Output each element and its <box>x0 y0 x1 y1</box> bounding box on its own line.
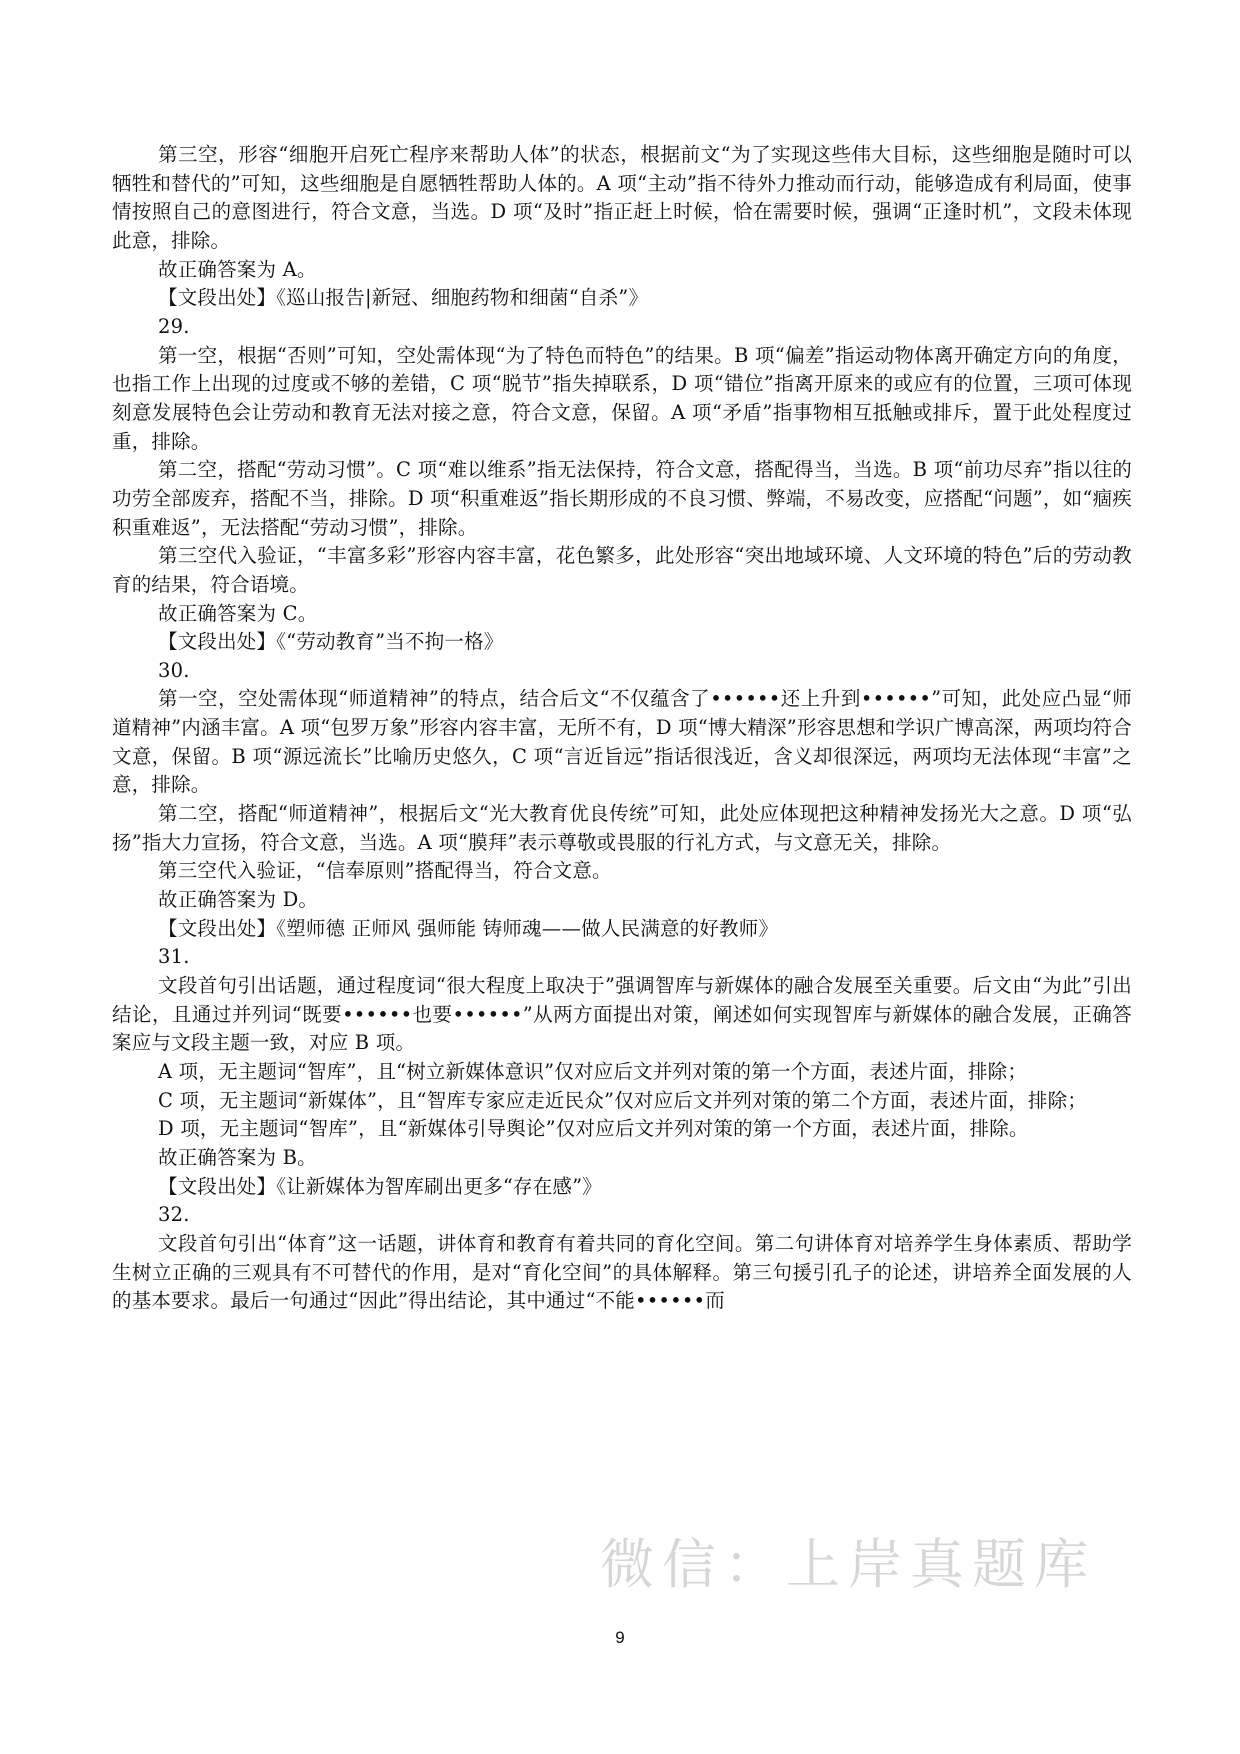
answer-q31: 故正确答案为 B。 <box>158 1145 317 1169</box>
paragraph-q31-option-d: D 项，无主题词“智库”，且“新媒体引导舆论”仅对应后文并列对策的第一个方面，表述片面，排除。 <box>158 1117 1029 1141</box>
paragraph-q31-analysis: 文段首句引出话题，通过程度词“很大程度上取决于”强调智库与新媒体的融合发展至关重要。后文由“为此”引出结论，且通过并列词“既要••••••也要••••••”从两方面提出对策，阐述如何实现智库与新媒体的融合发展，正确答案应与文段主题一致，对应 B 项。 <box>112 974 1132 1055</box>
document-body <box>112 141 1132 1316</box>
watermark: 微信：上岸真题库 <box>600 1533 1096 1596</box>
source-q31: 【文段出处】《让新媒体为智库刷出更多“存在感”》 <box>158 1174 602 1198</box>
answer-q30: 故正确答案为 D。 <box>158 888 319 912</box>
paragraph-q31-option-a: A 项，无主题词“智库”，且“树立新媒体意识”仅对应后文并列对策的第一个方面，表述片面，排除； <box>158 1060 1028 1083</box>
paragraph-q29-blank2: 第二空，搭配“劳动习惯”。C 项“难以维系”指无法保持，符合文意，搭配得当，当选。B 项“前功尽弃”指以往的功劳全部废弃，搭配不当，排除。D 项“积重难返”指长期形成的不良习惯、弊端，不易改变，应搭配“问题”，如“痼疾积重难返”，无法搭配“劳动习惯”，排除。 <box>112 458 1132 539</box>
paragraph-q29-blank3: 第三空代入验证，“丰富多彩”形容内容丰富，花色繁多，此处形容“突出地域环境、人文环境的特色”后的劳动教育的结果，符合语境。 <box>112 544 1132 596</box>
paragraph-q29-blank1: 第一空，根据“否则”可知，空处需体现“为了特色而特色”的结果。B 项“偏差”指运动物体离开确定方向的角度，也指工作上出现的过度或不够的差错，C 项“脱节”指失掉联系，D 项“错位”指离开原来的或应有的位置，三项可体现刻意发展特色会让劳动和教育无法对接之意，符合文意，保留。A 项“矛盾”指事物相互抵触或排斥，置于此处程度过重，排除。 <box>112 343 1132 453</box>
source-q29: 【文段出处】《“劳动教育”当不拘一格》 <box>158 630 504 654</box>
source-q30: 【文段出处】《塑师德 正师风 强师能 铸师魂——做人民满意的好教师》 <box>158 916 779 940</box>
paragraph-q32-analysis: 文段首句引出“体育”这一话题，讲体育和教育有着共同的育化空间。第二句讲体育对培养学生身体素质、帮助学生树立正确的三观具有不可替代的作用，是对“育化空间”的具体解释。第三句援引孔子的论述，讲培养全面发展的人的基本要求。最后一句通过“因此”得出结论，其中通过“不能••••••而 <box>112 1231 1132 1313</box>
paragraph-q31-option-c: C 项，无主题词“新媒体”，且“智库专家应走近民众”仅对应后文并列对策的第二个方面，表述片面，排除； <box>158 1088 1087 1112</box>
paragraph-q28-blank3: 第三空，形容“细胞开启死亡程序来帮助人体”的状态，根据前文“为了实现这些伟大目标，这些细胞是随时可以牺牲和替代的”可知，这些细胞是自愿牺牲帮助人体的。A 项“主动”指不待外力推动而行动，能够造成有利局面，使事情按照自己的意图进行，符合文意，当选。D 项“及时”指正赶上时候，恰在需要时候，强调“正逢时机”，文段未体现此意，排除。 <box>112 143 1132 252</box>
question-number-32: 32. <box>158 1203 190 1227</box>
paragraph-q30-blank2: 第二空，搭配“师道精神”，根据后文“光大教育优良传统”可知，此处应体现把这种精神发扬光大之意。D 项“弘扬”指大力宣扬，符合文意，当选。A 项“膜拜”表示尊敬或畏服的行礼方式，与文意无关，排除。 <box>112 802 1132 854</box>
paragraph-q30-blank1: 第一空，空处需体现“师道精神”的特点，结合后文“不仅蕴含了••••••还上升到••••••”可知，此处应凸显“师道精神”内涵丰富。A 项“包罗万象”形容内容丰富，无所不有，D 项“博大精深”形容思想和学识广博高深，两项均符合文意，保留。B 项“源远流长”比喻历史悠久，C 项“言近旨远”指话很浅近，含义却很深远，两项均无法体现“丰富”之意，排除。 <box>112 687 1132 797</box>
answer-q28: 故正确答案为 A。 <box>158 257 317 281</box>
question-number-29: 29. <box>158 314 190 338</box>
page-number: 9 <box>615 1628 625 1647</box>
question-number-31: 31. <box>158 945 190 969</box>
source-q28: 【文段出处】《巡山报告|新冠、细胞药物和细菌“自杀”》 <box>158 286 649 310</box>
answer-q29: 故正确答案为 C。 <box>158 601 318 625</box>
paragraph-q30-blank3: 第三空代入验证，“信奉原则”搭配得当，符合文意。 <box>158 859 612 883</box>
question-number-30: 30. <box>158 658 190 682</box>
